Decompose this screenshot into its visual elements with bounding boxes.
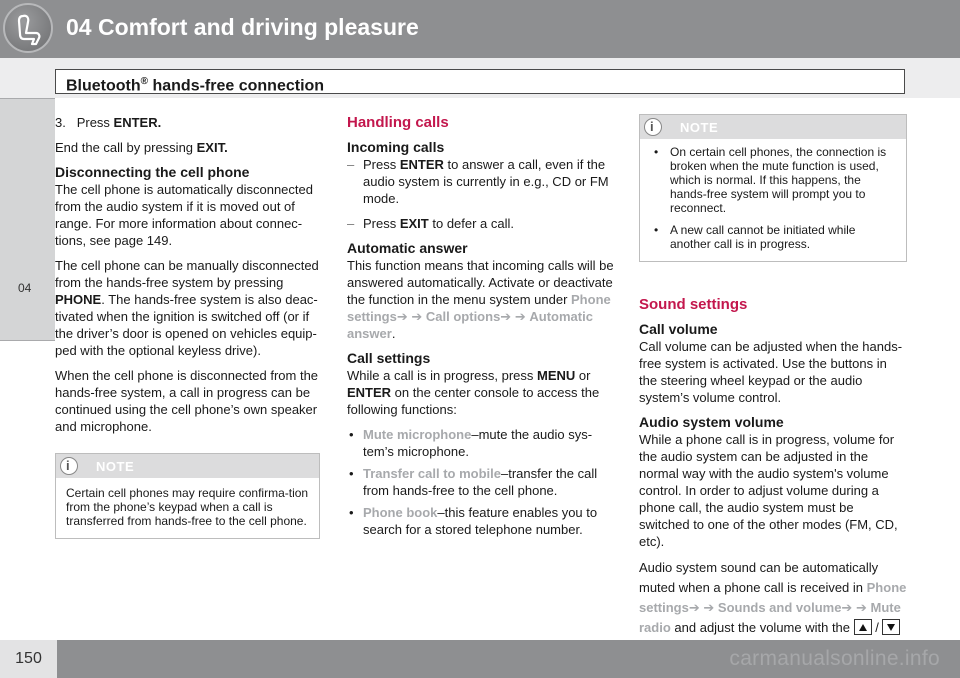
column-1	[55, 114, 320, 539]
call-settings-text	[347, 367, 615, 418]
list-item	[650, 145, 896, 215]
chapter-side-tab	[0, 98, 55, 341]
exit-key-label: EXIT	[399, 216, 429, 231]
section-title	[55, 69, 905, 94]
sound-settings-heading: Sound settings	[639, 296, 748, 313]
phone-key-label: PHONE	[55, 292, 102, 307]
disconnect-paragraph-3: When the cell phone is disconnected from the hands-free system, a call in progress can be continued using the cell phone’s own speaker and microphone.	[55, 368, 319, 434]
page-number: 150	[0, 640, 57, 678]
list-item	[347, 504, 615, 538]
menu-key-label: MENU	[537, 368, 576, 383]
step-3	[55, 114, 320, 131]
section-title-main: Bluetooth	[66, 77, 141, 95]
incoming-2-start: Press	[363, 216, 400, 231]
disconnect-p2-start: The cell phone can be manually disconnected from the hands-free system by pressing	[55, 258, 319, 290]
slash: /	[871, 620, 883, 635]
audio-volume-heading: Audio system volume	[639, 414, 784, 430]
menu-path-phone-settings: Phone settings	[347, 292, 611, 324]
arrow-icon: ➔	[514, 309, 526, 324]
note-label: NOTE	[96, 459, 135, 474]
menu-item-mute-microphone: Mute microphone	[363, 427, 472, 442]
bullet-mark: •	[349, 505, 354, 520]
note-text: Certain cell phones may require confirma-tion from the phone’s keypad when a call is transferred from hands-free to the cell phone.	[66, 486, 309, 528]
chapter-tab-label: 04	[18, 281, 32, 295]
incoming-1-end: to answer a call, even if the audio system is currently in e.g., CD or FM mode.	[363, 157, 609, 206]
disconnect-heading: Disconnecting the cell phone	[55, 164, 250, 180]
enter-key-label: ENTER.	[113, 115, 162, 130]
call-settings-heading: Call settings	[347, 350, 431, 366]
step-number: 3.	[55, 115, 66, 130]
list-item	[347, 426, 615, 460]
incoming-calls-heading: Incoming calls	[347, 139, 445, 155]
period: .	[391, 326, 396, 341]
dash-mark: –	[347, 216, 355, 231]
info-icon	[644, 118, 662, 136]
arrow-icon: ➔	[411, 309, 423, 324]
bullet-mark: •	[654, 145, 659, 159]
list-item-text	[363, 465, 615, 499]
column-3	[639, 114, 907, 666]
menu-path-call-options: Call options	[425, 309, 501, 324]
exit-key-label: EXIT.	[196, 140, 228, 155]
or-word: or	[575, 368, 591, 383]
arrow-icon: ➔	[396, 309, 408, 324]
arrow-icon: ➔	[841, 600, 853, 615]
call-volume-text: Call volume can be adjusted when the hands-free system is activated. Use the buttons in the steering wheel keypad or the audio system’s volume control.	[639, 339, 903, 405]
enter-key-label: ENTER	[399, 157, 444, 172]
menu-path-sounds-volume: Sounds and volume	[717, 600, 842, 615]
volume-down-key-icon	[882, 619, 900, 635]
list-item	[347, 465, 615, 499]
audio-volume-text: While a phone call is in progress, volume for the audio system can be adjusted in the normal way with the audio system's volume control. In order to adjust volume during a phone call, the audio system must be switched to one of the other modes (FM, CD, etc).	[639, 432, 898, 549]
seat-icon	[14, 13, 46, 47]
func-2-desc: –transfer the call from hands-free to the cell phone.	[363, 466, 598, 498]
menu-path-mute-radio: Mute radio	[639, 600, 901, 635]
bullet-mark: •	[654, 223, 659, 237]
menu-item-phone-book: Phone book	[363, 505, 438, 520]
volume-up-key-icon	[854, 619, 872, 635]
automatic-answer-text	[347, 257, 615, 342]
note-item-1: On certain cell phones, the connection is broken when the mute function is used, which is normal. If this happens, the hands-free system will prompt you to reconnect.	[670, 145, 887, 215]
arrow-icon: ➔	[703, 600, 715, 615]
disconnect-paragraph-1: The cell phone is automatically disconnected from the audio system if it is moved out of range. For more information about connec-tions, see page 149.	[55, 182, 313, 248]
incoming-2-end: to defer a call.	[428, 216, 515, 231]
note-box-2	[639, 114, 907, 262]
func-3-desc: –this feature enables you to search for a stored telephone number.	[363, 505, 598, 537]
step-text: Press	[76, 115, 114, 130]
disconnect-p2-end: . The hands-free system is also deac-tivated when the ignition is switched off (or if the driver’s door is opened on vehicles equip-ped with the optional keyless drive).	[55, 292, 318, 358]
list-item	[347, 156, 615, 207]
disconnect-paragraph-2	[55, 257, 320, 359]
dash-mark: –	[347, 157, 355, 172]
seat-badge	[3, 3, 53, 53]
end-call-label: End the call by pressing	[55, 140, 197, 155]
note-body	[640, 139, 906, 261]
note-label: NOTE	[680, 120, 719, 135]
list-item	[650, 223, 896, 251]
list-item	[347, 215, 615, 232]
auto-answer-body: This function means that incoming calls will be answered automatically. Activate or deactivate the function in the menu system under	[347, 258, 614, 307]
bullet-mark: •	[349, 427, 354, 442]
enter-key-label: ENTER	[347, 385, 392, 400]
call-settings-start: While a call is in progress, press	[347, 368, 538, 383]
automatic-answer-heading: Automatic answer	[347, 240, 468, 256]
menu-path-phone-settings: Phone settings	[639, 580, 907, 615]
bullet-mark: •	[349, 466, 354, 481]
call-volume-heading: Call volume	[639, 321, 718, 337]
list-item-text	[363, 156, 615, 207]
arrow-icon: ➔	[688, 600, 700, 615]
handling-calls-heading: Handling calls	[347, 114, 449, 131]
arrow-icon: ➔	[855, 600, 867, 615]
note-header	[56, 454, 319, 478]
chapter-title: 04 Comfort and driving pleasure	[66, 14, 419, 40]
list-item-text	[363, 426, 615, 460]
func-1-desc: –mute the audio sys-tem’s microphone.	[363, 427, 593, 459]
note-box-1	[55, 453, 320, 539]
menu-path-automatic-answer: Automatic answer	[347, 309, 593, 341]
info-icon	[60, 457, 78, 475]
menu-item-transfer-call: Transfer call to mobile	[363, 466, 501, 481]
end-call-text	[55, 139, 320, 156]
auto-mute-middle: and adjust the volume with the	[670, 620, 854, 635]
registered-mark: ®	[140, 76, 149, 87]
note-item-2: A new call cannot be initiated while another call is in progress.	[670, 223, 856, 251]
section-title-suffix: hands-free connection	[148, 77, 325, 95]
list-item-text	[363, 215, 514, 232]
call-settings-end: on the center console to access the following functions:	[347, 385, 600, 417]
incoming-1-start: Press	[363, 157, 400, 172]
watermark: carmanualsonline.info	[729, 647, 940, 670]
list-item-text	[363, 504, 615, 538]
arrow-icon: ➔	[500, 309, 512, 324]
auto-mute-start: Audio system sound can be automatically muted when a phone call is received in	[639, 560, 879, 595]
column-2	[347, 114, 615, 543]
note-header	[640, 115, 906, 139]
